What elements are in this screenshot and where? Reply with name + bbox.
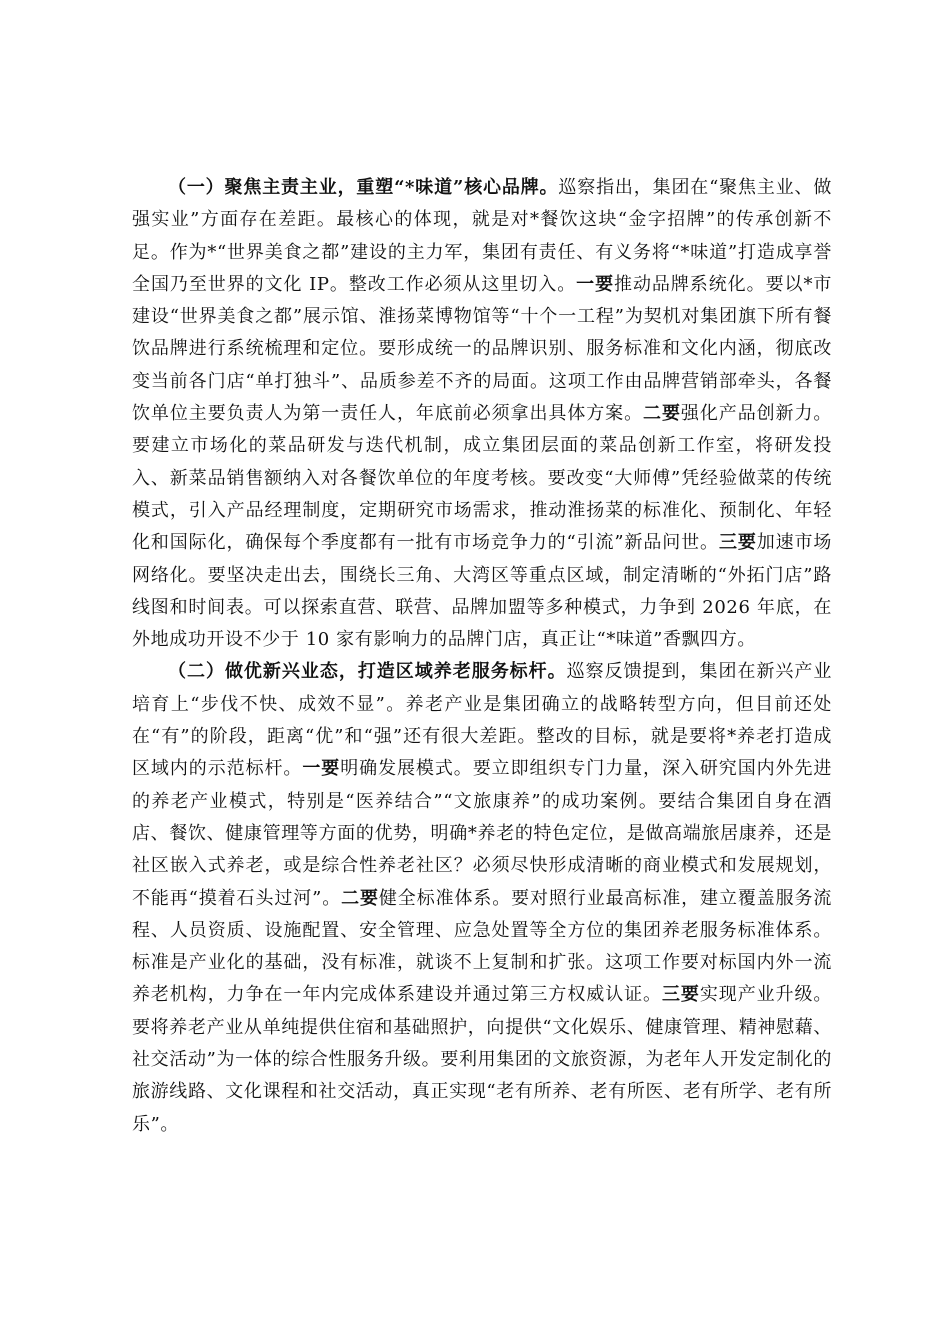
emphasis-second: 二要	[643, 403, 681, 425]
paragraph-brand	[132, 172, 832, 656]
body-text: 实现产业升级。要将养老产业从单纯提供住宿和基础照护，向提供“文化娱乐、健康管理、精神慰藉、社交活动”为一体的综合性服务升级。要利用集团的文旅资源，为老年人开发定制化的旅游线路、文化课程和社交活动，真正实现“老有所养、老有所医、老有所学、老有所乐”。	[132, 984, 833, 1135]
body-text: 健全标准体系。要对照行业最高标准，建立覆盖服务流程、人员资质、设施配置、安全管理、应急处置等全方位的集团养老服务标准体系。标准是产业化的基础，没有标准，就谈不上复制和扩张。这项工作要对标国内外一流养老机构，力争在一年内完成体系建设并通过第三方权威认证。	[132, 887, 833, 1006]
emphasis-third: 三要	[718, 532, 757, 554]
body-text: 明确发展模式。要立即组织专门力量，深入研究国内外先进的养老产业模式，特别是“医养结合”“文旅康养”的成功案例。要结合集团自身在酒店、餐饮、健康管理等方面的优势，明确*养老的特色定位，是做高端旅居康养，还是社区嵌入式养老，或是综合性养老社区？必须尽快形成清晰的商业模式和发展规划，不能再“摸着石头过河”。	[132, 758, 832, 909]
emphasis-first: 一要	[576, 273, 615, 295]
body-text: 推动品牌系统化。要以*市建设“世界美食之都”展示馆、淮扬菜博物馆等“十个一工程”为契机对集团旗下所有餐饮品牌进行系统梳理和定位。要形成统一的品牌识别、服务标准和文化内涵，彻底改变当前各门店“单打独斗”、品质参差不齐的局面。这项工作由品牌营销部牵头，各餐饮单位主要负责人为第一责任人，年底前必须拿出具体方案。	[132, 273, 832, 425]
body-text: 强化产品创新力。要建立市场化的菜品研发与迭代机制，成立集团层面的菜品创新工作室，将研发投入、新菜品销售额纳入对各餐饮单位的年度考核。要改变“大师傅”凭经验做菜的传统模式，引入产品经理制度，定期研究市场需求，推动淮扬菜的标准化、预制化、年轻化和国际化，确保每个季度都有一批有市场竞争力的“引流”新品问世。	[132, 403, 832, 554]
body-text: 加速市场网络化。要坚决走出去，围绕长三角、大湾区等重点区域，制定清晰的“外拓门店”路线图和时间表。可以探索直营、联营、品牌加盟等多种模式，力争到 2026 年底，在外地成功开设不少于 10 家有影响力的品牌门店，真正让“*味道”香飘四方。	[132, 532, 833, 651]
emphasis-second: 二要	[341, 887, 379, 909]
emphasis-third: 三要	[661, 984, 700, 1006]
document-body	[132, 172, 832, 1141]
body-text: 巡察反馈提到，集团在新兴产业培育上“步伐不快、成效不显”。养老产业是集团确立的战略转型方向，但目前还处在“有”的阶段，距离“优”和“强”还有很大差距。整改的目标，就是要将*养老打造成区域内的示范标杆。	[132, 661, 832, 780]
paragraph-elderly-care	[132, 656, 832, 1140]
section-heading-1: （一）聚焦主责主业，重塑“*味道”核心品牌。	[168, 177, 559, 198]
section-heading-2: （二）做优新兴业态，打造区域养老服务标杆。	[168, 661, 567, 683]
emphasis-first: 一要	[302, 758, 341, 780]
body-text: 巡察指出，集团在“聚焦主业、做强实业”方面存在差距。最核心的体现，就是对*餐饮这块“金字招牌”的传承创新不足。作为*“世界美食之都”建设的主力军，集团有责任、有义务将“*味道”打造成享誉全国乃至世界的文化 IP。整改工作必须从这里切入。	[132, 177, 832, 295]
